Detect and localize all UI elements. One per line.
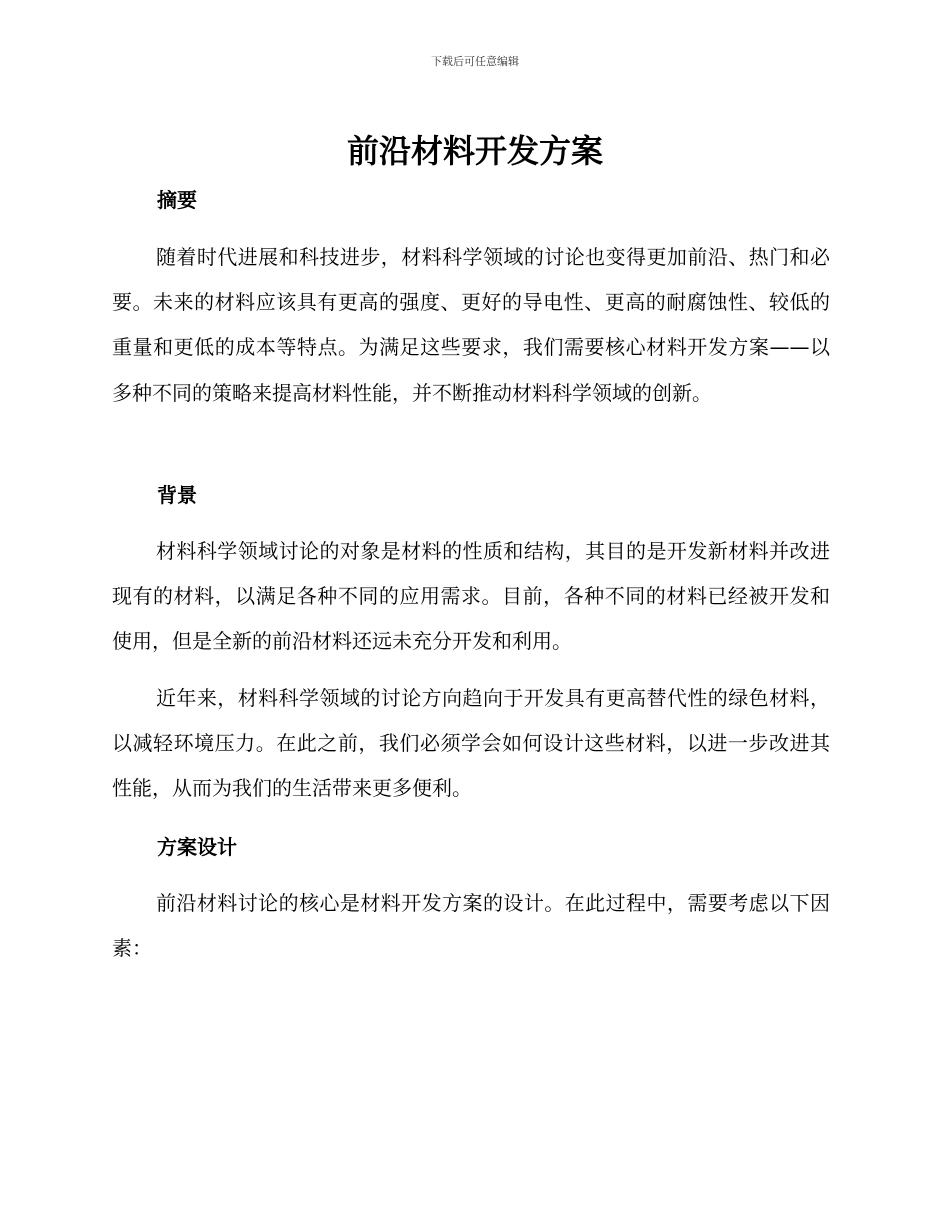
background-paragraph-2: 近年来，材料科学领域的讨论方向趋向于开发具有更高替代性的绿色材料，以减轻环境压力。在此之前，我们必须学会如何设计这些材料，以进一步改进其性能，从而为我们的生活带来更多便利。	[112, 686, 830, 801]
document-title: 前沿材料开发方案	[346, 132, 603, 170]
background-paragraph-1: 材料科学领域讨论的对象是材料的性质和结构，其目的是开发新材料并改进现有的材料，以满足各种不同的应用需求。目前，各种不同的材料已经被开发和使用，但是全新的前沿材料还远未充分开发和利用。	[112, 539, 830, 654]
section-heading-background: 背景	[157, 483, 197, 507]
section-heading-design: 方案设计	[157, 835, 237, 859]
page-header-note: 下载后可任意编辑	[431, 55, 519, 68]
section-heading-abstract: 摘要	[157, 188, 197, 212]
abstract-paragraph: 随着时代进展和科技进步，材料科学领域的讨论也变得更加前沿、热门和必要。未来的材料应该具有更高的强度、更好的导电性、更高的耐腐蚀性、较低的重量和更低的成本等特点。为满足这些要求，我们需要核心材料开发方案——以多种不同的策略来提高材料性能，并不断推动材料科学领域的创新。	[112, 245, 830, 405]
design-paragraph-1: 前沿材料讨论的核心是材料开发方案的设计。在此过程中，需要考虑以下因素：	[112, 891, 830, 961]
